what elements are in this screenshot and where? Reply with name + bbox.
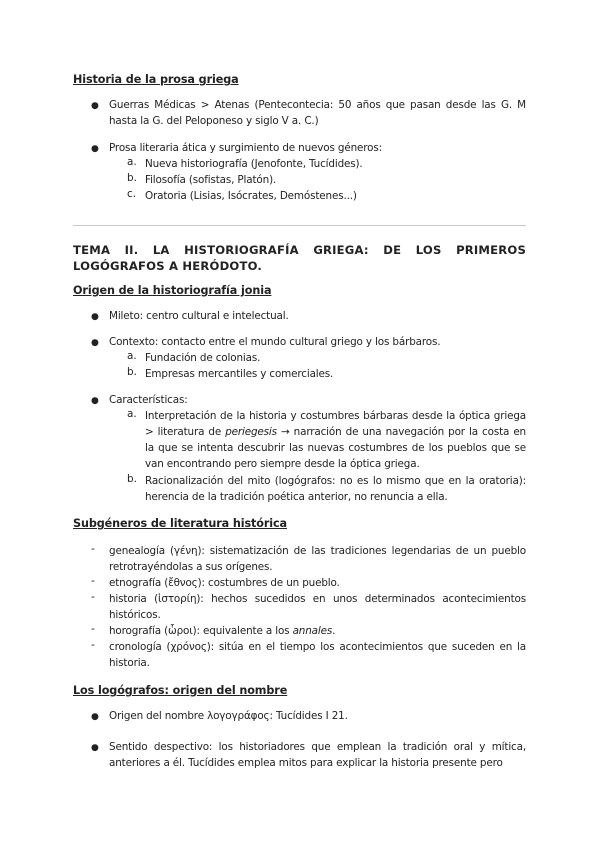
bullet-icon: ● bbox=[91, 712, 99, 722]
bullet-icon: ● bbox=[91, 743, 99, 753]
list-item: Filosofía (sofistas, Platón). bbox=[145, 174, 277, 186]
bullet-text: Contexto: contacto entre el mundo cultural griego y los bárbaros. bbox=[109, 336, 441, 348]
list-letter: c. bbox=[127, 188, 137, 200]
list-item: cronología (χρόνος): sitúa en el tiempo los acontecimientos que suceden en la historia. bbox=[109, 641, 526, 669]
horizontal-divider bbox=[73, 225, 526, 226]
dash-marker: - bbox=[91, 639, 95, 651]
bullet-text: Guerras Médicas > Atenas (Pentecontecia: 50 años que pasan desde las G. M hasta la G. del Peloponeso y siglo V a. C.) bbox=[109, 99, 526, 127]
list-item: horografía (ὧροι): equivalente a los annales. bbox=[109, 625, 336, 637]
list-item: Nueva historiografía (Jenofonte, Tucídides). bbox=[145, 158, 363, 170]
section-heading-prosa: Historia de la prosa griega bbox=[73, 73, 239, 86]
list-item: Oratoria (Lisias, Isócrates, Demóstenes...) bbox=[145, 190, 357, 202]
page-title: TEMA II. LA HISTORIOGRAFÍA GRIEGA: DE LOS PRIMEROS LOGÓGRAFOS A HERÓDOTO. bbox=[73, 243, 526, 273]
list-letter: a. bbox=[127, 408, 137, 420]
bullet-icon: ● bbox=[91, 338, 99, 348]
list-item: Empresas mercantiles y comerciales. bbox=[145, 368, 334, 380]
list-letter: b. bbox=[127, 473, 137, 485]
list-item: Racionalización del mito (logógrafos: no es lo mismo que en la oratoria): herencia de la tradición poética anterior, no renuncia a ella. bbox=[145, 475, 526, 503]
list-item: historia (ἱστορίη): hechos sucedidos en unos determinados acontecimientos históricos. bbox=[109, 593, 526, 621]
bullet-icon: ● bbox=[91, 101, 99, 111]
dash-marker: - bbox=[91, 623, 95, 635]
section-heading-logografos: Los logógrafos: origen del nombre bbox=[73, 684, 288, 697]
list-letter: a. bbox=[127, 350, 137, 362]
bullet-text: Sentido despectivo: los historiadores que emplean la tradición oral y mítica, anteriores a él. Tucídides emplea mitos para explicar la historia presente pero bbox=[109, 741, 526, 769]
list-letter: b. bbox=[127, 172, 137, 184]
dash-marker: - bbox=[91, 591, 95, 603]
list-letter: a. bbox=[127, 156, 137, 168]
list-item: genealogía (γένη): sistematización de las tradiciones legendarias de un pueblo retrotrayéndolas a sus orígenes. bbox=[109, 545, 526, 573]
bullet-icon: ● bbox=[91, 396, 99, 406]
bullet-text: Características: bbox=[109, 394, 188, 406]
bullet-text: Prosa literaria ática y surgimiento de nuevos géneros: bbox=[109, 142, 382, 154]
dash-marker: - bbox=[91, 543, 95, 555]
section-heading-origen: Origen de la historiografía jonia bbox=[73, 284, 272, 297]
list-item: Interpretación de la historia y costumbres bárbaras desde la óptica griega > literatura de periegesis → narración de una navegación por la costa en la que se intenta descubrir las nuevas costumbres de los pueblos que se van encontrando pero siempre desde la óptica griega. bbox=[145, 410, 526, 470]
bullet-text: Origen del nombre λογογράφος: Tucídides I 21. bbox=[109, 710, 348, 722]
bullet-icon: ● bbox=[91, 144, 99, 154]
list-item: Fundación de colonias. bbox=[145, 352, 261, 364]
section-heading-subgeneros: Subgéneros de literatura histórica bbox=[73, 517, 287, 530]
bullet-icon: ● bbox=[91, 312, 99, 322]
list-letter: b. bbox=[127, 366, 137, 378]
dash-marker: - bbox=[91, 575, 95, 587]
bullet-text: Mileto: centro cultural e intelectual. bbox=[109, 310, 289, 322]
list-item: etnografía (ἔθνος): costumbres de un pueblo. bbox=[109, 577, 340, 589]
